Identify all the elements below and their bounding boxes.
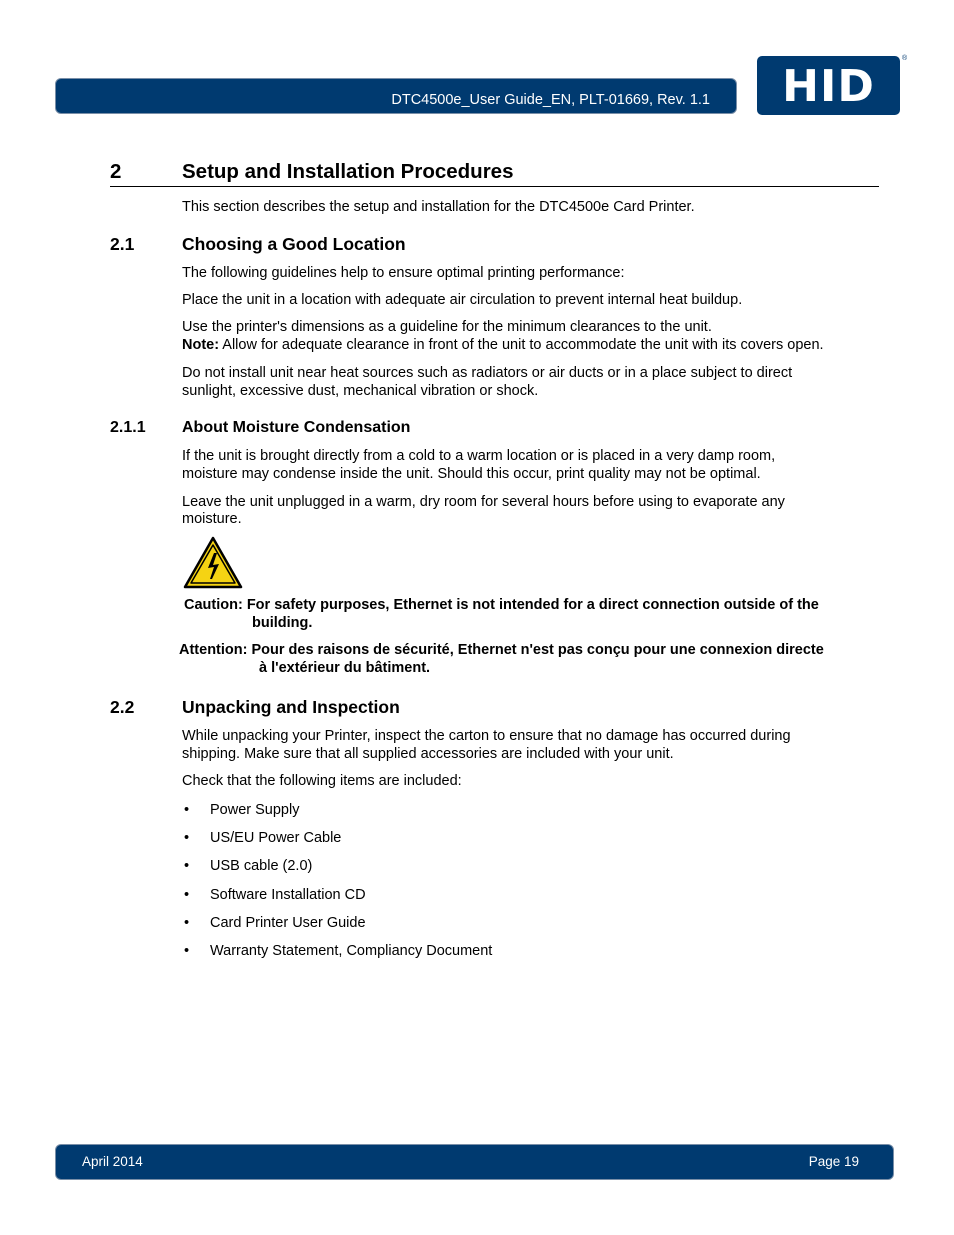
list-item-text: Warranty Statement, Compliancy Document (210, 942, 493, 959)
list-item (182, 885, 782, 913)
page-number: Page 19 (808, 1154, 859, 1169)
section-number: 2.2 (110, 697, 135, 717)
included-items-list (182, 800, 782, 969)
list-item-text: Software Installation CD (210, 886, 366, 903)
bullet-icon: • (184, 858, 190, 875)
paragraph: Place the unit in a location with adequate air circulation to prevent internal heat buildup. (182, 292, 743, 308)
paragraph: The following guidelines help to ensure optimal printing performance: (182, 265, 625, 281)
bullet-icon: • (184, 830, 190, 847)
footer-date: April 2014 (82, 1154, 143, 1169)
section-number: 2.1.1 (110, 419, 146, 436)
section-heading-2 (110, 158, 879, 187)
paragraph: Use the printer's dimensions as a guideline for the minimum clearances to the unit. (182, 319, 712, 335)
section-number: 2 (110, 160, 122, 183)
section-intro: This section describes the setup and installation for the DTC4500e Card Printer. (182, 199, 695, 215)
list-item-text: USB cable (2.0) (210, 858, 313, 875)
caution-line: Caution: For safety purposes, Ethernet is not intended for a direct connection outside of the (184, 597, 819, 613)
section-title: Choosing a Good Location (182, 234, 406, 254)
list-item (182, 800, 782, 828)
paragraph-line: While unpacking your Printer, inspect the carton to ensure that no damage has occurred during (182, 728, 791, 744)
list-item (182, 941, 782, 969)
list-item (182, 828, 782, 856)
paragraph-line: moisture may condense inside the unit. Should this occur, print quality may not be optimal. (182, 466, 761, 482)
section-number: 2.1 (110, 234, 135, 254)
list-item (182, 856, 782, 884)
note-text: Allow for adequate clearance in front of the unit to accommodate the unit with its covers open. (219, 337, 824, 353)
header-bar (55, 78, 737, 114)
list-item-text: Power Supply (210, 802, 300, 818)
paragraph-line: moisture. (182, 511, 242, 527)
section-title: About Moisture Condensation (182, 419, 411, 436)
logo-text: HID (782, 61, 875, 112)
paragraph-line: Leave the unit unplugged in a warm, dry room for several hours before using to evaporate any (182, 494, 785, 510)
list-item-text: US/EU Power Cable (210, 830, 342, 847)
section-title: Unpacking and Inspection (182, 697, 400, 717)
section-title: Setup and Installation Procedures (182, 160, 514, 183)
bullet-icon: • (184, 802, 190, 818)
bullet-icon: • (184, 942, 190, 959)
attention-line: à l'extérieur du bâtiment. (259, 660, 431, 676)
note-paragraph (182, 336, 882, 354)
bullet-icon: • (184, 914, 190, 931)
electrical-hazard-warning-icon (183, 536, 243, 589)
paragraph: Check that the following items are included: (182, 773, 462, 789)
attention-line: Attention: Pour des raisons de sécurité, Ethernet n'est pas conçu pour une connexion directe (179, 642, 824, 658)
paragraph-line: sunlight, excessive dust, mechanical vibration or shock. (182, 383, 539, 399)
paragraph-line: shipping. Make sure that all supplied accessories are included with your unit. (182, 746, 674, 762)
document-reference: DTC4500e_User Guide_EN, PLT-01669, Rev. 1.1 (391, 92, 710, 108)
footer-bar (55, 1144, 894, 1180)
caution-line: building. (252, 615, 313, 631)
list-item-text: Card Printer User Guide (210, 914, 366, 931)
list-item (182, 913, 782, 941)
paragraph-line: Do not install unit near heat sources such as radiators or air ducts or in a place subject to direct (182, 365, 793, 381)
registered-mark: ® (902, 55, 908, 62)
paragraph-line: If the unit is brought directly from a cold to a warm location or is placed in a very damp room, (182, 448, 776, 464)
hid-logo (757, 56, 900, 115)
note-label: Note: (182, 337, 220, 353)
bullet-icon: • (184, 886, 190, 903)
